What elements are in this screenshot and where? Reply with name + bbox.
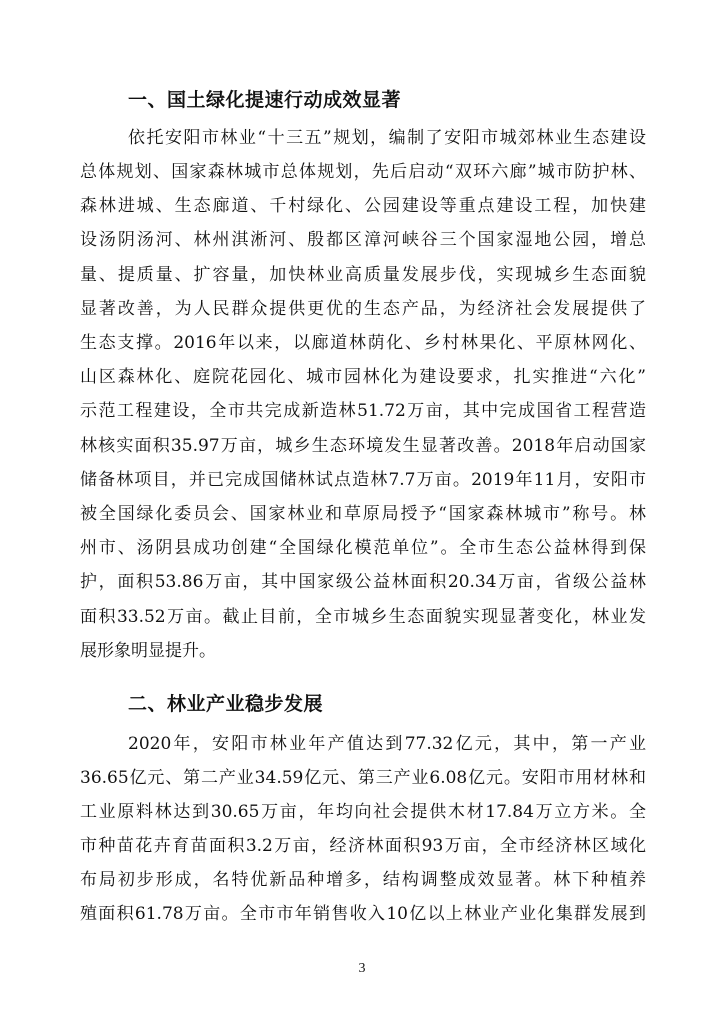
paragraph-line: 储备林项目，并已完成国储林试点造林7.7万亩。2019年11月，安阳市	[80, 470, 646, 490]
paragraph-line: 36.65亿元、第二产业34.59亿元、第三产业6.08亿元。安阳市用材林和	[80, 768, 646, 788]
paragraph-line: 设汤阴汤河、林州淇淅河、殷都区漳河峡谷三个国家湿地公园，增总	[80, 230, 646, 250]
paragraph-line: 生态支撑。2016年以来，以廊道林荫化、乡村林果化、平原林网化、	[80, 333, 646, 353]
paragraph-line: 殖面积61.78万亩。全市市年销售收入10亿以上林业产业化集群发展到	[80, 904, 646, 924]
section-heading-1: 一、国土绿化提速行动成效显著	[128, 89, 402, 111]
paragraph-line: 护，面积53.86万亩，其中国家级公益林面积20.34万亩，省级公益林	[80, 572, 646, 592]
paragraph-line: 州市、汤阴县成功创建“全国绿化模范单位”。全市生态公益林得到保	[80, 538, 646, 558]
paragraph-line: 市种苗花卉育苗面积3.2万亩，经济林面积93万亩，全市经济林区域化	[80, 836, 646, 856]
paragraph-line: 展形象明显提升。	[80, 641, 216, 661]
paragraph-line: 显著改善，为人民群众提供更优的生态产品，为经济社会发展提供了	[80, 299, 646, 319]
paragraph-line: 工业原料林达到30.65万亩，年均向社会提供木材17.84万立方米。全	[80, 802, 646, 822]
paragraph-line: 面积33.52万亩。截止目前，全市城乡生态面貌实现显著变化，林业发	[80, 607, 646, 627]
paragraph-line: 总体规划、国家森林城市总体规划，先后启动“双环六廊”城市防护林、	[80, 162, 646, 182]
paragraph-line: 依托安阳市林业“十三五”规划，编制了安阳市城郊林业生态建设	[128, 128, 646, 148]
paragraph-line: 示范工程建设，全市共完成新造林51.72万亩，其中完成国省工程营造	[80, 401, 646, 421]
paragraph-line: 量、提质量、扩容量，加快林业高质量发展步伐，实现城乡生态面貌	[80, 265, 646, 285]
page-number: 3	[358, 961, 366, 976]
paragraph-line: 被全国绿化委员会、国家林业和草原局授予“国家森林城市”称号。林	[80, 504, 646, 524]
paragraph-line: 山区森林化、庭院花园化、城市园林化为建设要求，扎实推进“六化”	[80, 367, 646, 387]
section-heading-2: 二、林业产业稳步发展	[128, 693, 324, 715]
paragraph-line: 2020年，安阳市林业年产值达到77.32亿元，其中，第一产业	[128, 734, 646, 754]
paragraph-line: 森林进城、生态廊道、千村绿化、公园建设等重点建设工程，加快建	[80, 196, 646, 216]
paragraph-line: 布局初步形成，名特优新品种增多，结构调整成效显著。林下种植养	[80, 870, 646, 890]
paragraph-line: 林核实面积35.97万亩，城乡生态环境发生显著改善。2018年启动国家	[80, 436, 646, 456]
